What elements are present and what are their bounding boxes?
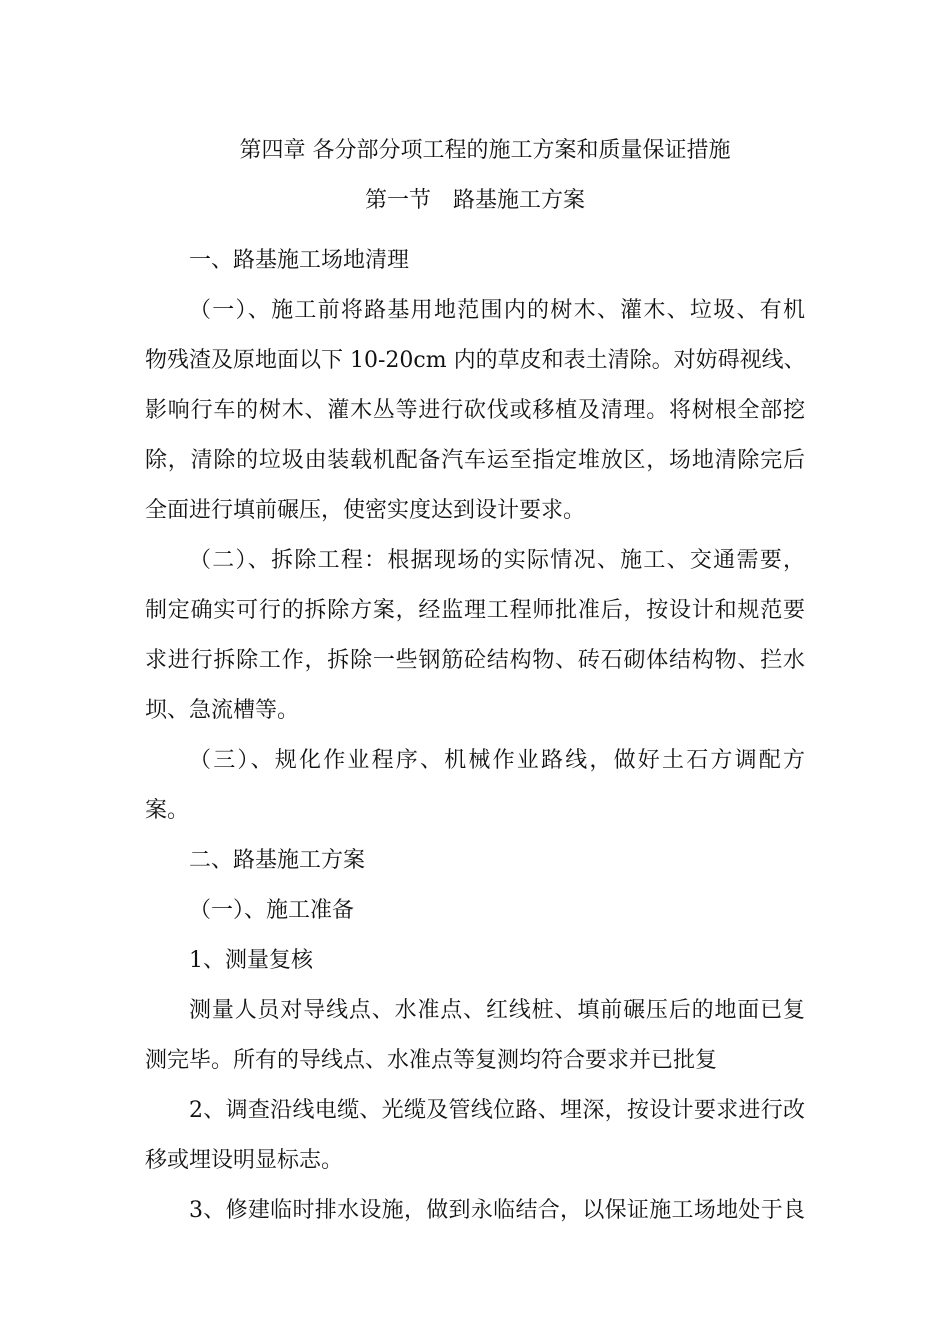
text-line: 求进行拆除工作，拆除一些钢筋砼结构物、砖石砌体结构物、拦水 xyxy=(145,648,805,673)
text-line: 2、调查沿线电缆、光缆及管线位路、埋深，按设计要求进行改 xyxy=(189,1098,805,1123)
paragraph-drainage xyxy=(145,1186,805,1236)
text-line: （三）、规化作业程序、机械作业路线，做好土石方调配方 xyxy=(189,748,805,773)
text-line: 坝、急流槽等。 xyxy=(145,698,300,723)
paragraph-survey xyxy=(145,986,805,1086)
paragraph-cable-survey xyxy=(145,1086,805,1186)
text-line: 测完毕。所有的导线点、水准点等复测均符合要求并已批复 xyxy=(145,1048,718,1073)
text-line: 移或埋设明显标志。 xyxy=(145,1148,344,1173)
text-line: （一）、施工前将路基用地范围内的树木、灌木、垃圾、有机 xyxy=(189,298,805,323)
paragraph-operation-procedure xyxy=(145,736,805,836)
text-line: 全面进行填前碾压，使密实度达到设计要求。 xyxy=(145,498,586,523)
text-line: 3、修建临时排水设施，做到永临结合，以保证施工场地处于良 xyxy=(189,1198,805,1223)
text-line: 物残渣及原地面以下 10-20cm 内的草皮和表土清除。对妨碍视线、 xyxy=(145,348,806,373)
paragraph-clearing-scope xyxy=(145,286,805,536)
text-line: 除，清除的垃圾由装载机配备汽车运至指定堆放区，场地清除完后 xyxy=(145,448,805,473)
text-line: 测量人员对导线点、水准点、红线桩、填前碾压后的地面已复 xyxy=(189,998,805,1023)
heading-subgrade-plan: 二、路基施工方案 xyxy=(189,848,366,873)
chapter-title: 第四章 各分部分项工程的施工方案和质量保证措施 xyxy=(239,138,731,163)
text-line: 案。 xyxy=(145,798,190,823)
heading-site-clearing: 一、路基施工场地清理 xyxy=(189,248,410,273)
document-body xyxy=(145,236,805,1236)
point-survey-title: 1、测量复核 xyxy=(189,948,313,973)
text-line: 影响行车的树木、灌木丛等进行砍伐或移植及清理。将树根全部挖 xyxy=(145,398,805,423)
text-line: （二）、拆除工程：根据现场的实际情况、施工、交通需要， xyxy=(189,548,805,573)
subheading-preparation: （一）、施工准备 xyxy=(189,898,355,923)
section-title: 第一节 路基施工方案 xyxy=(364,188,585,213)
text-line: 制定确实可行的拆除方案，经监理工程师批准后，按设计和规范要 xyxy=(145,598,805,623)
paragraph-demolition xyxy=(145,536,805,736)
